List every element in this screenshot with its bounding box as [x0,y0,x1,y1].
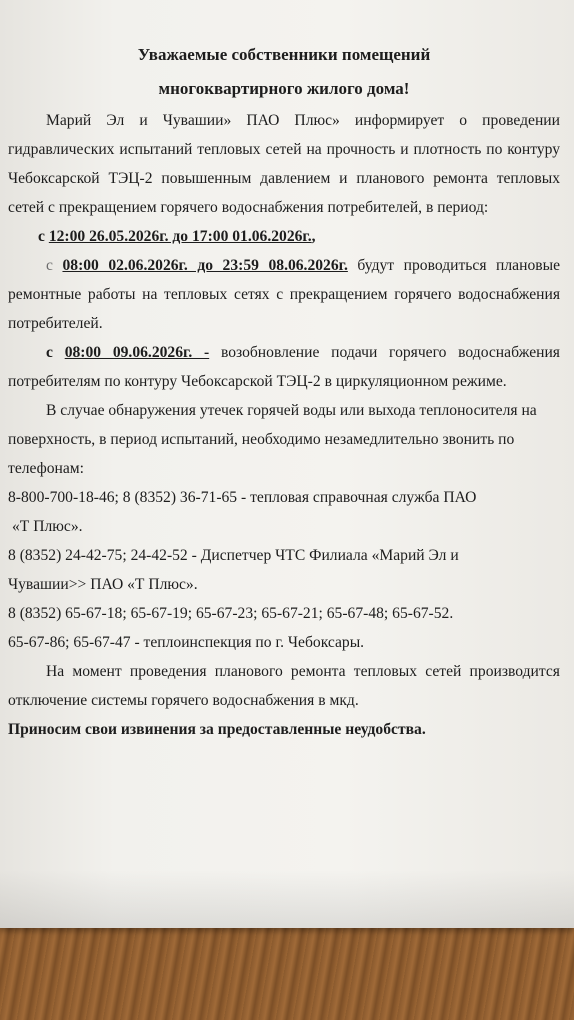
contact-1-line-1: 8-800-700-18-46; 8 (8352) 36-71-65 - тепловая справочная служба ПАО [8,489,477,506]
period-1-range: 12:00 26.05.2026г. до 17:00 01.06.2026г. [48,228,312,245]
period-1-suffix: , [311,228,316,245]
notice-title-line-1: Уважаемые собственники помещений [137,45,431,64]
contact-2-line-1: 8 (8352) 24-42-75; 24-42-52 - Диспетчер ЧТС Филиала «Марий Эл и [8,547,459,564]
period-2-paragraph [8,251,560,338]
period-3-prefix: с [46,344,53,361]
contact-3-line-2: 65-67-86; 65-67-47 - теплоинспекция по г. Чебоксары. [8,634,365,651]
contact-2 [8,541,560,599]
contact-3-line-1: 8 (8352) 65-67-18; 65-67-19; 65-67-23; 65-67-21; 65-67-48; 65-67-52. [8,605,454,622]
contact-3 [8,599,560,657]
period-1-prefix: с [38,228,45,245]
contact-2-line-2: Чувашии>> ПАО «Т Плюс». [8,576,198,593]
intro-paragraph: Марий Эл и Чувашии» ПАО Плюс» информирует о проведении гидравлических испытаний тепловых сетей на прочность и плотность по контуру Чебоксарской ТЭЦ-2 повышенным давлением и планового ремонта тепловых сетей с прекращением горячего водоснабжения потребителей, в период: [8,112,560,216]
wooden-table-background [0,918,574,1020]
notice-body [8,38,560,744]
paper-shadow [0,870,574,928]
period-2-text: будут проводиться плановые ремонтные работы на тепловых сетях с прекращением горячего водоснабжения потребителей. [8,257,560,332]
contact-1-line-2: «Т Плюс». [12,518,83,535]
repair-notice-paragraph: На момент проведения планового ремонта тепловых сетей производится отключение системы горячего водоснабжения в мкд. [8,663,560,709]
notice-title-line-2: многоквартирного жилого дома! [158,79,410,98]
period-3-range: 08:00 09.06.2026г. - [64,344,210,361]
period-1-line [8,222,560,251]
period-3-text: возобновление подачи горячего водоснабжения потребителям по контуру Чебоксарской ТЭЦ-2 в циркуляционном режиме. [8,344,560,390]
period-3-paragraph [8,338,560,396]
contact-1 [8,483,560,541]
leak-notice-paragraph: В случае обнаружения утечек горячей воды или выхода теплоносителя на поверхность, в период испытаний, необходимо незамедлительно звонить по телефонам: [8,402,537,477]
period-2-range: 08:00 02.06.2026г. до 23:59 08.06.2026г. [62,257,348,274]
period-2-prefix: с [46,257,53,274]
apology-line: Приносим свои извинения за предоставленные неудобства. [8,721,426,738]
